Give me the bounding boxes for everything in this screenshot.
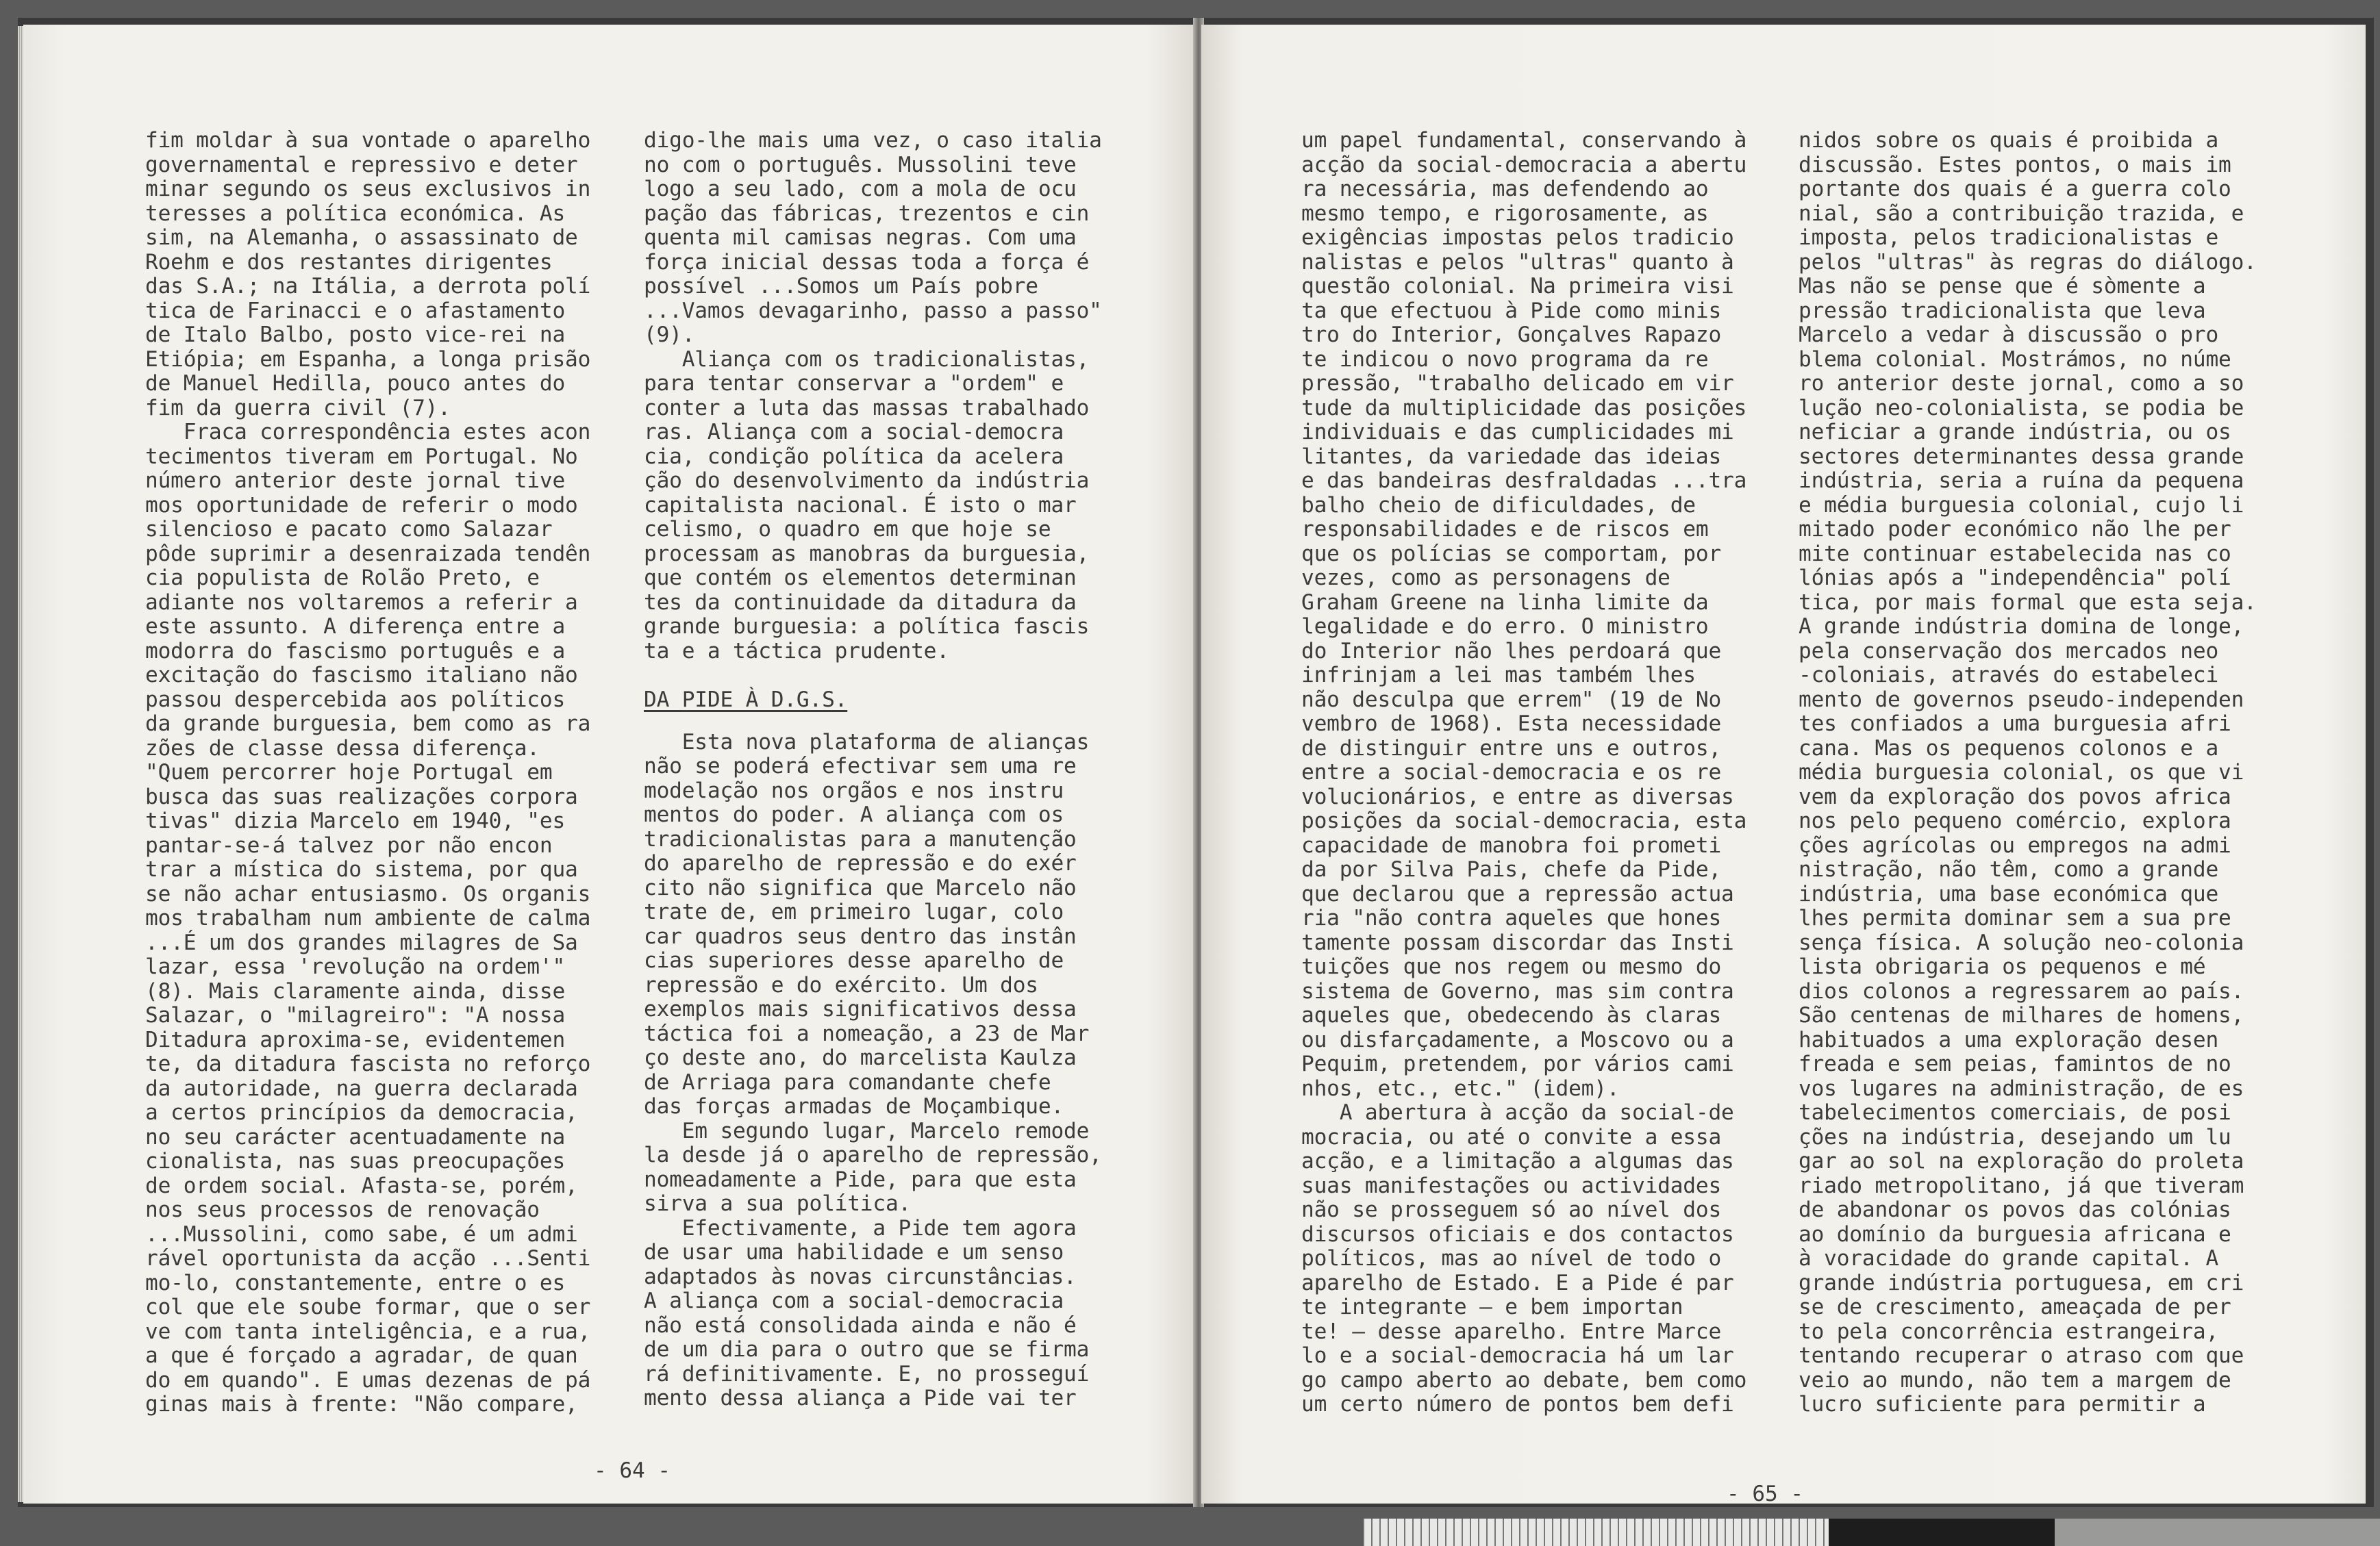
text-line: modelação nos orgãos e nos instru bbox=[644, 778, 1064, 803]
text-line: para tentar conservar a "ordem" e bbox=[644, 371, 1064, 396]
text-line: lazar, essa 'revolução na ordem'" bbox=[145, 954, 566, 979]
text-line: fim da guerra civil (7). bbox=[145, 395, 451, 420]
text-line: lhes permita dominar sem a sua pre bbox=[1799, 906, 2231, 930]
text-line: dios colonos a regressarem ao país. bbox=[1799, 978, 2244, 1004]
text-line: do aparelho de repressão e do exér bbox=[644, 851, 1077, 876]
text-line: riado metropolitano, já que tiveram bbox=[1799, 1173, 2244, 1198]
text-line: nistração, não têm, como a grande bbox=[1799, 857, 2219, 882]
text-line: ções agrícolas ou empregos na admi bbox=[1799, 833, 2231, 858]
text-line: tica, por mais formal que esta seja. bbox=[1799, 590, 2257, 615]
text-line: Esta nova plataforma de alianças bbox=[644, 729, 1090, 755]
text-line: processam as manobras da burguesia, bbox=[644, 541, 1090, 566]
text-line: de Manuel Hedilla, pouco antes do bbox=[145, 371, 566, 396]
text-line: mo-lo, constantemente, entre o es bbox=[145, 1270, 566, 1295]
text-line: individuais e das cumplicidades mi bbox=[1301, 420, 1734, 444]
text-line: te, da ditadura fascista no reforço bbox=[145, 1052, 591, 1076]
text-line: e das bandeiras desfraldadas ...tra bbox=[1301, 468, 1747, 493]
text-line: que contém os elementos determinan bbox=[644, 566, 1077, 590]
text-line: (9). bbox=[644, 322, 695, 347]
text-line: repressão e do exército. Um dos bbox=[644, 972, 1038, 998]
left-page-column-1 bbox=[145, 129, 666, 1417]
text-line: de usar uma habilidade e um senso bbox=[644, 1240, 1064, 1265]
text-line: go campo aberto ao debate, bem como bbox=[1301, 1367, 1747, 1393]
text-line: força inicial dessas toda a força é bbox=[644, 249, 1090, 275]
text-line: gar ao sol na exploração do proleta bbox=[1799, 1149, 2244, 1174]
text-line: digo-lhe mais uma vez, o caso italia bbox=[644, 128, 1102, 153]
text-line: ve com tanta inteligência, e a rua, bbox=[145, 1319, 591, 1344]
text-line: rável oportunista da acção ...Senti bbox=[145, 1246, 591, 1271]
text-line: cia, condição política da acelera bbox=[644, 444, 1064, 469]
text-line: to pela concorrência estrangeira, bbox=[1799, 1319, 2219, 1344]
text-line: car quadros seus dentro das instân bbox=[644, 924, 1077, 949]
left-page-column-2 bbox=[644, 129, 1164, 1411]
text-line: te indicou o novo programa da re bbox=[1301, 346, 1709, 372]
text-line: te! — desse aparelho. Entre Marce bbox=[1301, 1319, 1722, 1344]
text-line: A aliança com a social-democracia bbox=[644, 1289, 1064, 1313]
text-line: nalistas e pelos "ultras" quanto à bbox=[1301, 249, 1734, 275]
text-line: volucionários, e entre as diversas bbox=[1301, 784, 1734, 809]
text-line: sença física. A solução neo-colonia bbox=[1799, 930, 2244, 955]
text-line: ço deste ano, do marcelista Kaulza bbox=[644, 1046, 1077, 1070]
page-number: - 65 - bbox=[1727, 1482, 1803, 1506]
text-line: número anterior deste jornal tive bbox=[145, 468, 566, 493]
text-line: não se poderá efectivar sem uma re bbox=[644, 754, 1077, 778]
text-line: ...É um dos grandes milagres de Sa bbox=[145, 930, 578, 955]
text-line: cias superiores desse aparelho de bbox=[644, 948, 1064, 973]
text-line: adaptados às novas circunstâncias. bbox=[644, 1264, 1077, 1289]
text-line: um certo número de pontos bem defi bbox=[1301, 1392, 1734, 1417]
text-line: de Arriaga para comandante chefe bbox=[644, 1069, 1051, 1095]
text-line: excitação do fascismo italiano não bbox=[145, 663, 578, 687]
text-line: tro do Interior, Gonçalves Rapazo bbox=[1301, 322, 1722, 347]
text-line: grande burguesia: a política fascis bbox=[644, 614, 1090, 639]
text-line: à voracidade do grande capital. A bbox=[1799, 1246, 2219, 1271]
left-page bbox=[23, 25, 1196, 1504]
right-page bbox=[1201, 25, 2366, 1504]
text-line: ria "não contra aqueles que hones bbox=[1301, 906, 1722, 930]
text-line: no com o português. Mussolini teve bbox=[644, 152, 1077, 177]
text-line: nomeadamente a Pide, para que esta bbox=[644, 1167, 1077, 1192]
ruler-black-patch bbox=[1829, 1519, 2055, 1546]
text-line: acção, e a limitação a algumas das bbox=[1301, 1149, 1734, 1174]
text-line: de distinguir entre uns e outros, bbox=[1301, 735, 1722, 761]
text-line: freada e sem peias, famintos de no bbox=[1799, 1052, 2231, 1076]
text-line: logo a seu lado, com a mola de ocu bbox=[644, 177, 1077, 201]
text-line: tamente possam discordar das Insti bbox=[1301, 930, 1734, 955]
text-line: cana. Mas os pequenos colonos e a bbox=[1799, 735, 2219, 761]
text-line: de ordem social. Afasta-se, porém, bbox=[145, 1173, 578, 1198]
text-line: pôde suprimir a desenraizada tendên bbox=[145, 541, 591, 566]
text-line: veio ao mundo, não tem a margem de bbox=[1799, 1367, 2231, 1393]
right-page-column-2 bbox=[1799, 129, 2305, 1417]
text-line: tude da multiplicidade das posições bbox=[1301, 395, 1747, 420]
text-line: suas manifestações ou actividades bbox=[1301, 1173, 1722, 1198]
text-line: cito não significa que Marcelo não bbox=[644, 875, 1077, 900]
text-line: indústria, seria a ruína da pequena bbox=[1799, 468, 2244, 493]
text-line: modorra do fascismo português e a bbox=[145, 638, 566, 663]
text-line: trar a mística do sistema, por qua bbox=[145, 857, 578, 882]
text-line: vembro de 1968). Esta necessidade bbox=[1301, 711, 1722, 736]
text-line: ção do desenvolvimento da indústria bbox=[644, 468, 1090, 493]
text-line: Marcelo a vedar à discussão o pro bbox=[1799, 322, 2219, 347]
text-line: sectores determinantes dessa grande bbox=[1799, 444, 2244, 469]
text-line: lista obrigaria os pequenos e mé bbox=[1799, 954, 2206, 979]
page-number: - 64 - bbox=[594, 1458, 671, 1483]
text-line: da autoridade, na guerra declarada bbox=[145, 1076, 578, 1101]
text-line: acção da social-democracia a abertu bbox=[1301, 152, 1747, 177]
text-line: possível ...Somos um País pobre bbox=[644, 274, 1038, 299]
text-line: este assunto. A diferença entre a bbox=[145, 614, 566, 639]
text-line: ao domínio da burguesia africana e bbox=[1799, 1221, 2231, 1247]
text-line: passou despercebida aos políticos bbox=[145, 687, 566, 712]
text-line: aqueles que, obedecendo às claras bbox=[1301, 1003, 1722, 1028]
right-page-column-1 bbox=[1301, 129, 1822, 1417]
text-line: teresses a política económica. As bbox=[145, 201, 566, 226]
text-line: e média burguesia colonial, cujo li bbox=[1799, 492, 2244, 518]
text-line: um papel fundamental, conservando à bbox=[1301, 128, 1747, 153]
text-line: ...Mussolini, como sabe, é um admi bbox=[145, 1221, 578, 1247]
text-line: da grande burguesia, bem como as ra bbox=[145, 711, 591, 736]
text-line: mento de governos pseudo-independen bbox=[1799, 687, 2244, 712]
text-line: fim moldar à sua vontade o aparelho bbox=[145, 128, 591, 153]
text-line: Graham Greene na linha limite da bbox=[1301, 590, 1709, 615]
text-line: sistema de Governo, mas sim contra bbox=[1301, 978, 1734, 1004]
text-line: mentos do poder. A aliança com os bbox=[644, 802, 1064, 827]
text-line: a certos princípios da democracia, bbox=[145, 1100, 578, 1125]
text-line: Efectivamente, a Pide tem agora bbox=[644, 1215, 1077, 1241]
text-line: te integrante — e bem importan bbox=[1301, 1295, 1683, 1319]
text-line: exigências impostas pelos tradicio bbox=[1301, 225, 1734, 250]
text-line: pação das fábricas, trezentos e cin bbox=[644, 201, 1090, 226]
column-text-block bbox=[644, 129, 1164, 663]
text-line: de Italo Balbo, posto vice-rei na bbox=[145, 322, 566, 347]
text-line: mitado poder económico não lhe per bbox=[1799, 517, 2231, 542]
text-line: tes da continuidade da ditadura da bbox=[644, 590, 1077, 615]
text-line: Em segundo lugar, Marcelo remode bbox=[644, 1118, 1090, 1143]
text-line: pantar-se-á talvez por não encon bbox=[145, 833, 553, 858]
text-line: no seu carácter acentuadamente na bbox=[145, 1124, 566, 1150]
text-line: sirva a sua política. bbox=[644, 1191, 912, 1216]
text-line: col que ele soube formar, que o ser bbox=[145, 1295, 591, 1319]
text-line: Pequim, pretendem, por vários cami bbox=[1301, 1052, 1734, 1076]
text-line: mos trabalham num ambiente de calma bbox=[145, 906, 591, 930]
text-line: imposta, pelos tradicionalistas e bbox=[1799, 225, 2219, 250]
text-line: tica de Farinacci e o afastamento bbox=[145, 298, 566, 323]
text-line: não desculpa que errem" (19 de No bbox=[1301, 687, 1722, 712]
text-line: lução neo-colonialista, se podia be bbox=[1799, 395, 2244, 420]
text-line: litantes, da variedade das ideias bbox=[1301, 444, 1722, 469]
text-line: pelos "ultras" às regras do diálogo. bbox=[1799, 249, 2257, 275]
text-line: nial, são a contribuição trazida, e bbox=[1799, 201, 2244, 226]
text-line: ...Vamos devagarinho, passo a passo" bbox=[644, 298, 1102, 323]
text-line: lónias após a "independência" polí bbox=[1799, 566, 2231, 590]
text-line: nidos sobre os quais é proibida a bbox=[1799, 128, 2219, 153]
text-line: governamental e repressivo e deter bbox=[145, 152, 578, 177]
text-line: mos oportunidade de referir o modo bbox=[145, 492, 578, 518]
text-line: tecimentos tiveram em Portugal. No bbox=[145, 444, 578, 469]
text-line: neficiar a grande indústria, ou os bbox=[1799, 420, 2231, 444]
text-line: Salazar, o "milagreiro": "A nossa bbox=[145, 1003, 566, 1028]
text-line: ginas mais à frente: "Não compare, bbox=[145, 1392, 578, 1417]
text-line: zões de classe dessa diferença. bbox=[145, 735, 540, 761]
text-line: São centenas de milhares de homens, bbox=[1799, 1003, 2244, 1028]
text-line: conter a luta das massas trabalhado bbox=[644, 395, 1090, 420]
text-line: vem da exploração dos povos africa bbox=[1799, 784, 2231, 809]
text-line: infrinjam a lei mas também lhes bbox=[1301, 663, 1696, 687]
text-line: que os polícias se comportam, por bbox=[1301, 541, 1722, 566]
text-line: balho cheio de dificuldades, de bbox=[1301, 492, 1696, 518]
text-line: da por Silva Pais, chefe da Pide, bbox=[1301, 857, 1722, 882]
text-line: Fraca correspondência estes acon bbox=[145, 420, 591, 444]
text-line: lo e a social-democracia há um lar bbox=[1301, 1343, 1734, 1368]
text-line: pela conservação dos mercados neo bbox=[1799, 638, 2219, 663]
text-line: não se prosseguem só ao nível dos bbox=[1301, 1197, 1722, 1222]
text-line: nhos, etc., etc." (idem). bbox=[1301, 1076, 1620, 1101]
text-line: políticos, mas ao nível de todo o bbox=[1301, 1246, 1722, 1271]
text-line: sim, na Alemanha, o assassinato de bbox=[145, 225, 578, 250]
text-line: exemplos mais significativos dessa bbox=[644, 997, 1077, 1022]
text-line: indústria, uma base económica que bbox=[1799, 881, 2219, 907]
text-line: que declarou que a repressão actua bbox=[1301, 881, 1734, 907]
text-line: rá definitivamente. E, no prosseguí bbox=[644, 1361, 1090, 1386]
text-line: a que é forçado a agradar, de quan bbox=[145, 1343, 578, 1368]
text-line: portante dos quais é a guerra colo bbox=[1799, 177, 2231, 201]
text-line: mento dessa aliança a Pide vai ter bbox=[644, 1386, 1077, 1410]
text-line: posições da social-democracia, esta bbox=[1301, 809, 1747, 833]
text-line: capacidade de manobra foi prometi bbox=[1301, 833, 1722, 858]
book-spread bbox=[18, 18, 2374, 1507]
text-line: nos pelo pequeno comércio, explora bbox=[1799, 809, 2231, 833]
text-line: de um dia para o outro que se firma bbox=[644, 1337, 1090, 1362]
text-line: Aliança com os tradicionalistas, bbox=[644, 346, 1090, 372]
text-line: se não achar entusiasmo. Os organis bbox=[145, 881, 591, 907]
text-line: -coloniais, através do estabeleci bbox=[1799, 663, 2219, 687]
text-line: capitalista nacional. É isto o mar bbox=[644, 492, 1077, 518]
text-line: cionalista, nas suas preocupações bbox=[145, 1149, 566, 1174]
text-line: cia populista de Rolão Preto, e bbox=[145, 566, 540, 590]
text-line: responsabilidades e de riscos em bbox=[1301, 517, 1709, 542]
text-line: A grande indústria domina de longe, bbox=[1799, 614, 2244, 639]
text-line: "Quem percorrer hoje Portugal em bbox=[145, 760, 553, 785]
text-line: média burguesia colonial, os que vi bbox=[1799, 760, 2244, 785]
text-line: Etiópia; em Espanha, a longa prisão bbox=[145, 346, 591, 372]
text-line: trate de, em primeiro lugar, colo bbox=[644, 900, 1064, 924]
text-line: ro anterior deste jornal, como a so bbox=[1799, 371, 2244, 396]
text-line: tes confiados a uma burguesia afri bbox=[1799, 711, 2231, 736]
text-line: ras. Aliança com a social-democra bbox=[644, 420, 1064, 444]
text-line: tradicionalistas para a manutenção bbox=[644, 826, 1077, 852]
text-line: entre a social-democracia e os re bbox=[1301, 760, 1722, 785]
text-line: vezes, como as personagens de bbox=[1301, 566, 1670, 590]
text-line: tentando recuperar o atraso com que bbox=[1799, 1343, 2244, 1368]
text-line: ra necessária, mas defendendo ao bbox=[1301, 177, 1709, 201]
text-line: ções na indústria, desejando um lu bbox=[1799, 1124, 2231, 1150]
column-text-block bbox=[644, 731, 1164, 1411]
text-line: ta e a táctica prudente. bbox=[644, 638, 949, 663]
text-line: táctica foi a nomeação, a 23 de Mar bbox=[644, 1021, 1090, 1046]
text-line: nos seus processos de renovação bbox=[145, 1197, 540, 1222]
text-line: quenta mil camisas negras. Com uma bbox=[644, 225, 1077, 250]
text-line: se de crescimento, ameaçada de per bbox=[1799, 1295, 2231, 1319]
text-line: habituados a uma exploração desen bbox=[1799, 1027, 2219, 1052]
text-line: pressão, "trabalho delicado em vir bbox=[1301, 371, 1734, 396]
ruler-ticks bbox=[1363, 1519, 1829, 1546]
text-line: grande indústria portuguesa, em cri bbox=[1799, 1270, 2244, 1295]
text-line: tivas" dizia Marcelo em 1940, "es bbox=[145, 809, 566, 833]
text-line: discussão. Estes pontos, o mais im bbox=[1799, 152, 2231, 177]
ruler-grey-patch bbox=[2055, 1519, 2380, 1546]
text-line: do Interior não lhes perdoará que bbox=[1301, 638, 1722, 663]
text-line: aparelho de Estado. E a Pide é par bbox=[1301, 1270, 1734, 1295]
text-line: pressão tradicionalista que leva bbox=[1799, 298, 2206, 323]
section-heading: DA PIDE À D.G.S. bbox=[644, 687, 848, 712]
text-line: Mas não se pense que é sòmente a bbox=[1799, 274, 2206, 299]
text-line: Ditadura aproxima-se, evidentemen bbox=[145, 1027, 566, 1052]
text-line: questão colonial. Na primeira visi bbox=[1301, 274, 1734, 299]
text-line: não está consolidada ainda e não é bbox=[644, 1313, 1077, 1338]
text-line: mesmo tempo, e rigorosamente, as bbox=[1301, 201, 1709, 226]
text-line: tabelecimentos comerciais, de posi bbox=[1799, 1100, 2231, 1125]
text-line: silencioso e pacato como Salazar bbox=[145, 517, 553, 542]
scale-ruler bbox=[1363, 1519, 2380, 1546]
text-line: (8). Mais claramente ainda, disse bbox=[145, 978, 566, 1004]
text-line: das forças armadas de Moçambique. bbox=[644, 1094, 1064, 1119]
text-line: adiante nos voltaremos a referir a bbox=[145, 590, 578, 615]
text-line: A abertura à acção da social-de bbox=[1301, 1100, 1734, 1125]
text-line: ta que efectuou à Pide como minis bbox=[1301, 298, 1722, 323]
text-line: discursos oficiais e dos contactos bbox=[1301, 1221, 1734, 1247]
text-line: ou disfarçadamente, a Moscovo ou a bbox=[1301, 1027, 1734, 1052]
text-line: la desde já o aparelho de repressão, bbox=[644, 1143, 1102, 1167]
text-line: de abandonar os povos das colónias bbox=[1799, 1197, 2231, 1222]
text-line: tuições que nos regem ou mesmo do bbox=[1301, 954, 1722, 979]
text-line: busca das suas realizações corpora bbox=[145, 784, 578, 809]
text-line: legalidade e do erro. O ministro bbox=[1301, 614, 1709, 639]
text-line: Roehm e dos restantes dirigentes bbox=[145, 249, 553, 275]
text-line: vos lugares na administração, de es bbox=[1799, 1076, 2244, 1101]
text-line: mite continuar estabelecida nas co bbox=[1799, 541, 2231, 566]
text-line: mocracia, ou até o convite a essa bbox=[1301, 1124, 1722, 1150]
text-line: celismo, o quadro em que hoje se bbox=[644, 517, 1051, 542]
text-line: lucro suficiente para permitir a bbox=[1799, 1392, 2206, 1417]
text-line: blema colonial. Mostrámos, no núme bbox=[1799, 346, 2231, 372]
text-line: minar segundo os seus exclusivos in bbox=[145, 177, 591, 201]
text-line: das S.A.; na Itália, a derrota polí bbox=[145, 274, 591, 299]
text-line: do em quando". E umas dezenas de pá bbox=[145, 1367, 591, 1393]
